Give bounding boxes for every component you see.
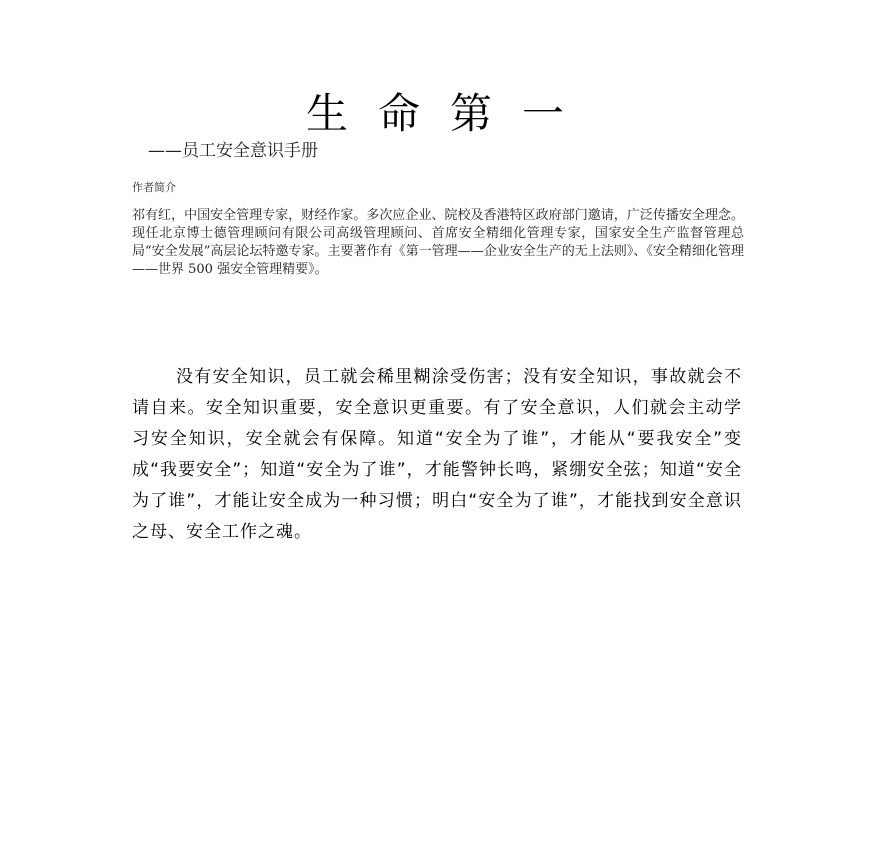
page-subtitle: ——员工安全意识手册 [148, 141, 318, 161]
author-bio: 祁有红，中国安全管理专家，财经作家。多次应企业、院校及香港特区政府部门邀请，广泛传播安全理念。现任北京博士德管理顾问有限公司高级管理顾问、首席安全精细化管理专家，国家安全生产监督管理总局“安全发展”高层论坛特邀专家。主要著作有《第一管理——企业安全生产的无上法则》、《安全精细化管理——世界 500 强安全管理精要》。 [132, 208, 744, 277]
author-section-label: 作者简介 [132, 181, 176, 194]
main-paragraph: 没有安全知识，员工就会稀里糊涂受伤害；没有安全知识，事故就会不请自来。安全知识重要，安全意识更重要。有了安全意识，人们就会主动学习安全知识，安全就会有保障。知道“安全为了谁”，才能从“要我安全”变成“我要安全”；知道“安全为了谁”，才能警钟长鸣，紧绷安全弦；知道“安全为了谁”，才能让安全成为一种习惯；明白“安全为了谁”，才能找到安全意识之母、安全工作之魂。 [132, 367, 742, 542]
page-title: 生命第一 [305, 89, 594, 138]
